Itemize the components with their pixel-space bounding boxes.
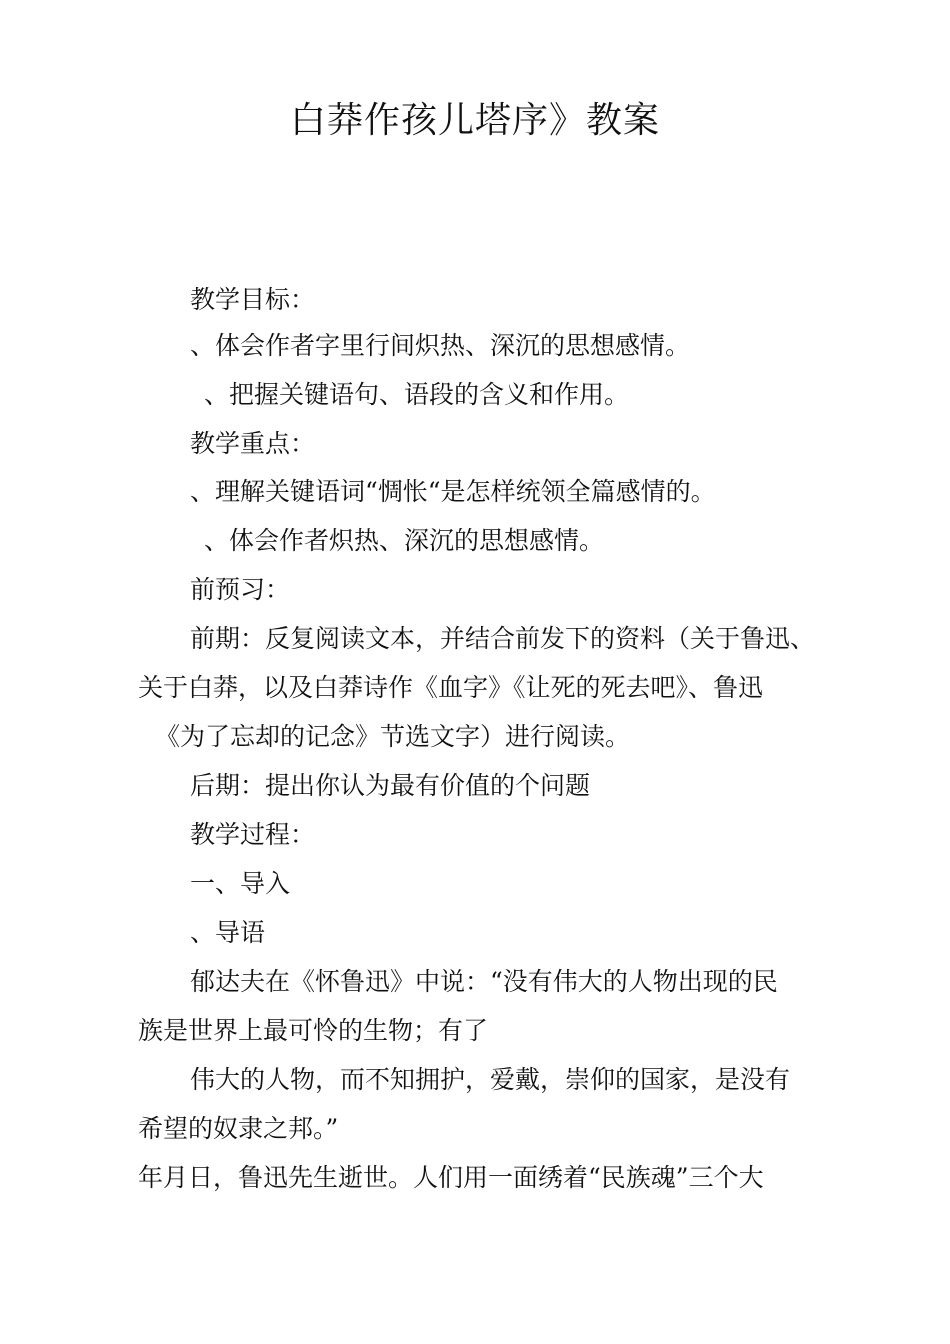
text-line-narrative: 年月日，鲁迅先生逝世。人们用一面绣着“民族魂”三个大 [138,1163,764,1192]
text-line-focus-1: 、理解关键语词“惆怅“是怎样统领全篇感情的。 [190,477,716,506]
text-line-quote-4: 希望的奴隶之邦。” [138,1114,339,1143]
text-line-preview-early-cont-1: 关于白莽，以及白莽诗作《血字》《让死的死去吧》、鲁迅 [138,673,764,702]
text-line-quote-3: 伟大的人物，而不知拥护，爱戴，崇仰的国家，是没有 [190,1065,791,1094]
text-line-preview-early: 前期：反复阅读文本，并结合前发下的资料（关于鲁迅、 [190,624,816,653]
document-title: 白莽作孩儿塔序》教案 [289,100,660,141]
text-line-focus-2: 、体会作者炽热、深沉的思想感情。 [204,526,605,555]
text-line-goals-heading: 教学目标： [190,285,316,314]
text-line-quote-1: 郁达夫在《怀鲁迅》中说：“没有伟大的人物出现的民 [190,967,778,996]
text-line-focus-heading: 教学重点： [190,429,316,458]
text-line-preview-heading: 前预习： [190,575,291,604]
text-line-process-heading: 教学过程： [190,820,316,849]
text-line-preview-late: 后期：提出你认为最有价值的个问题 [190,771,591,800]
text-line-intro-sub: 、导语 [190,918,266,947]
text-line-quote-2: 族是世界上最可怜的生物；有了 [138,1016,489,1045]
text-line-goal-1: 、体会作者字里行间炽热、深沉的思想感情。 [190,331,691,360]
text-line-preview-early-cont-2: 《为了忘却的记念》节选文字）进行阅读。 [155,722,631,751]
text-line-goal-2: 、把握关键语句、语段的含义和作用。 [204,380,630,409]
text-line-intro-heading: 一、导入 [190,869,291,898]
